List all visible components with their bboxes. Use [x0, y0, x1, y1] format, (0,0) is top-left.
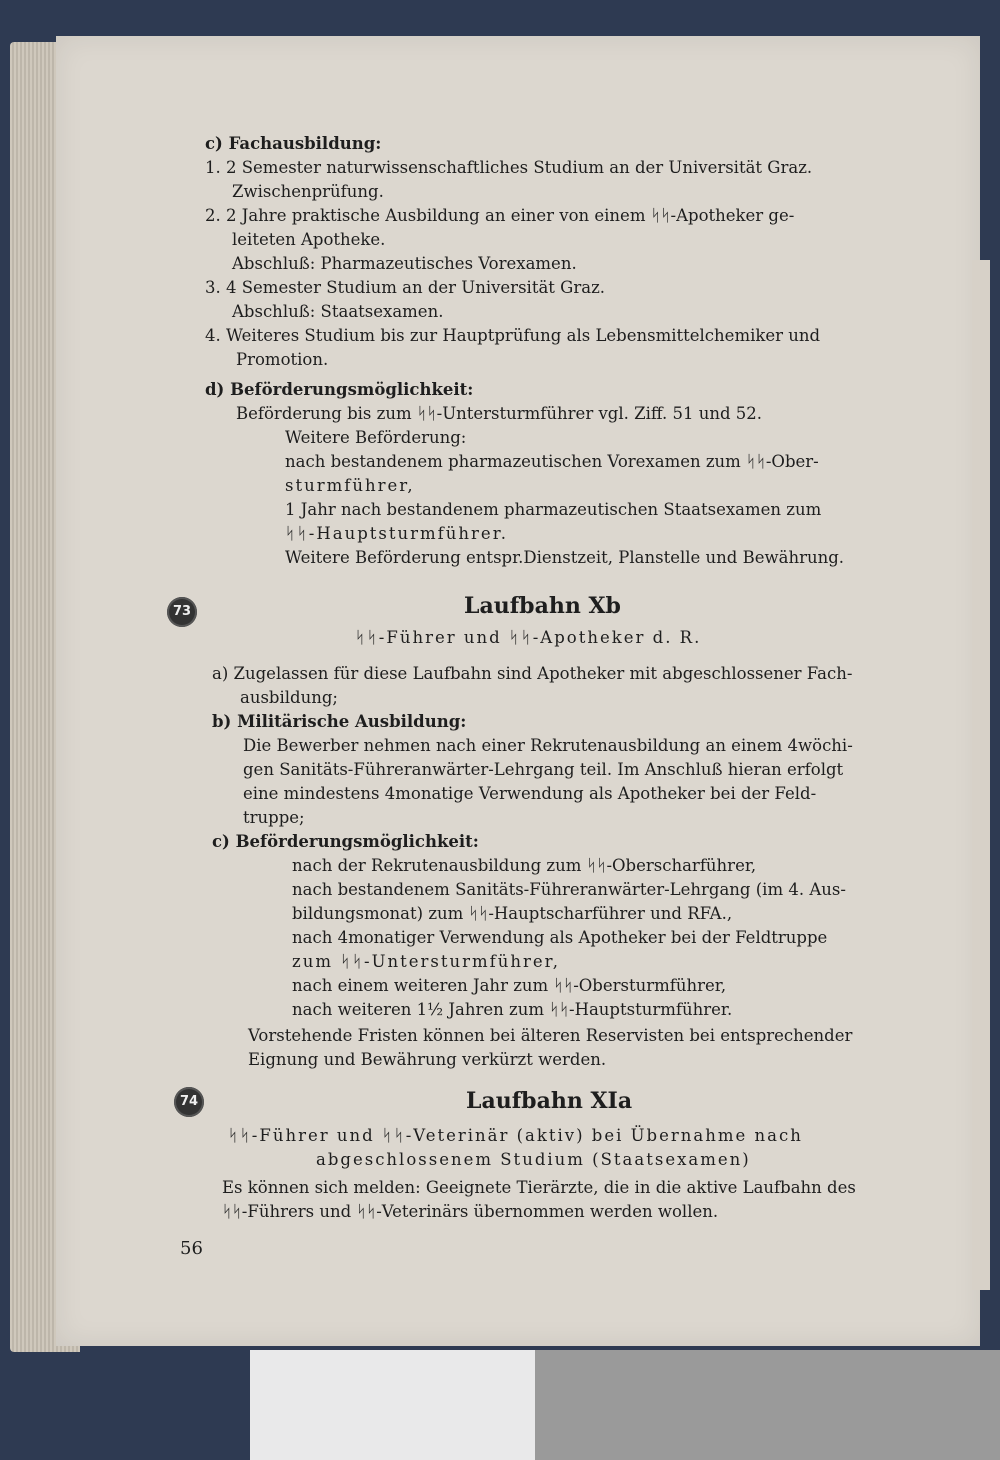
text-line: gen Sanitäts-Führeranwärter-Lehrgang teil. Im Anschluß hieran erfolgt	[243, 760, 844, 779]
text-line: Weitere Beförderung:	[285, 428, 467, 447]
text-line: ᛋᛋ-Hauptsturmführer.	[285, 524, 509, 543]
text-line: 4. Weiteres Studium bis zur Hauptprüfung als Lebensmittelchemiker und	[205, 326, 821, 345]
text-line: Es können sich melden: Geeignete Tierärzte, die in die aktive Laufbahn des	[222, 1178, 856, 1197]
text-line: 1 Jahr nach bestandenem pharmazeutischen Staatsexamen zum	[285, 500, 822, 519]
text-line: sturmführer,	[285, 476, 415, 495]
text-line: Abschluß: Pharmazeutisches Vorexamen.	[232, 254, 577, 273]
text-line: leiteten Apotheke.	[232, 230, 386, 249]
text-line: Zwischenprüfung.	[232, 182, 384, 201]
text-line: bildungsmonat) zum ᛋᛋ-Hauptscharführer und RFA.,	[292, 904, 733, 923]
text-line: d) Beförderungsmöglichkeit:	[205, 380, 474, 399]
text-line: c) Fachausbildung:	[205, 134, 382, 153]
text-line: ᛋᛋ-Führer und ᛋᛋ-Veterinär (aktiv) bei Übernahme nach	[228, 1126, 803, 1145]
section-badge-73: 73	[167, 597, 197, 627]
text-line: Abschluß: Staatsexamen.	[232, 302, 444, 321]
text-line: Beförderung bis zum ᛋᛋ-Untersturmführer vgl. Ziff. 51 und 52.	[236, 404, 763, 423]
text-line: ᛋᛋ-Führer und ᛋᛋ-Apotheker d. R.	[355, 628, 702, 647]
text-line: a) Zugelassen für diese Laufbahn sind Apotheker mit abgeschlossener Fach-	[212, 664, 853, 683]
text-line: abgeschlossenem Studium (Staatsexamen)	[316, 1150, 751, 1169]
text-line: Eignung und Bewährung verkürzt werden.	[248, 1050, 607, 1069]
text-line: 2. 2 Jahre praktische Ausbildung an einer von einem ᛋᛋ-Apotheker ge-	[205, 206, 795, 225]
text-line: eine mindestens 4monatige Verwendung als Apotheker bei der Feld-	[243, 784, 817, 803]
section-heading-xia: Laufbahn XIa	[466, 1088, 633, 1114]
text-line: b) Militärische Ausbildung:	[212, 712, 467, 731]
text-line: 1. 2 Semester naturwissenschaftliches Studium an der Universität Graz.	[205, 158, 813, 177]
text-line: zum ᛋᛋ-Untersturmführer,	[292, 952, 560, 971]
text-line: nach einem weiteren Jahr zum ᛋᛋ-Obersturmführer,	[292, 976, 727, 995]
text-line: nach der Rekrutenausbildung zum ᛋᛋ-Oberscharführer,	[292, 856, 757, 875]
section-badge-74: 74	[174, 1087, 204, 1117]
text-line: truppe;	[243, 808, 305, 827]
text-line: nach bestandenem Sanitäts-Führeranwärter-Lehrgang (im 4. Aus-	[292, 880, 846, 899]
text-line: Vorstehende Fristen können bei älteren Reservisten bei entsprechender	[248, 1026, 853, 1045]
text-line: nach bestandenem pharmazeutischen Vorexamen zum ᛋᛋ-Ober-	[285, 452, 819, 471]
section-heading-xb: Laufbahn Xb	[464, 593, 621, 619]
text-line: Weitere Beförderung entspr.Dienstzeit, Planstelle und Bewährung.	[285, 548, 845, 567]
text-line: ᛋᛋ-Führers und ᛋᛋ-Veterinärs übernommen werden wollen.	[222, 1202, 719, 1221]
text-line: 3. 4 Semester Studium an der Universität Graz.	[205, 278, 606, 297]
text-line: c) Beförderungsmöglichkeit:	[212, 832, 479, 851]
text-line: nach 4monatiger Verwendung als Apotheker bei der Feldtruppe	[292, 928, 828, 947]
text-line: nach weiteren 1½ Jahren zum ᛋᛋ-Hauptsturmführer.	[292, 1000, 733, 1019]
text-line: Die Bewerber nehmen nach einer Rekrutenausbildung an einem 4wöchi-	[243, 736, 853, 755]
text-line: Promotion.	[236, 350, 329, 369]
text-line: ausbildung;	[240, 688, 338, 707]
page-number: 56	[180, 1238, 203, 1259]
